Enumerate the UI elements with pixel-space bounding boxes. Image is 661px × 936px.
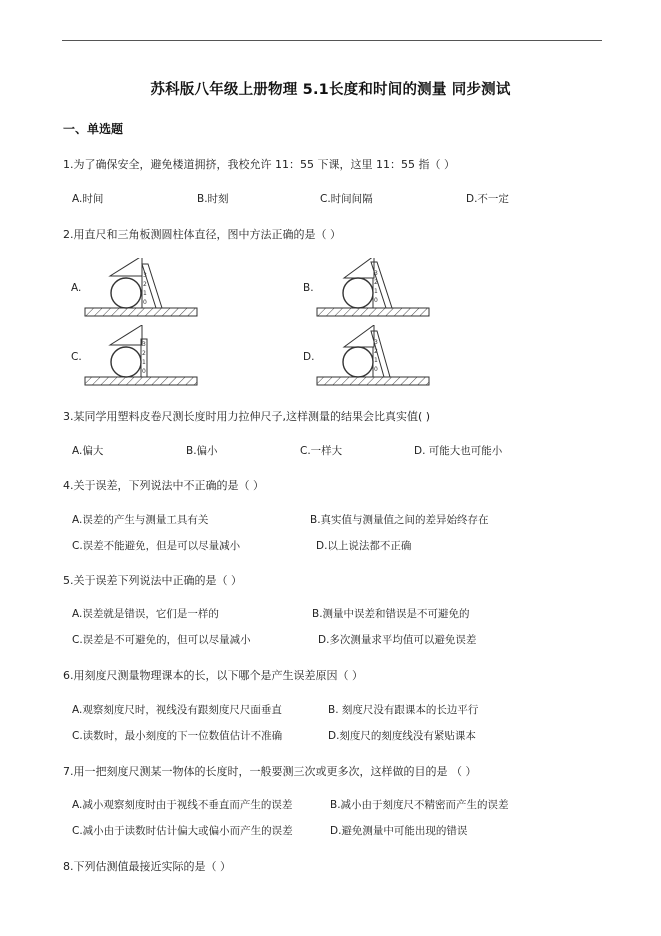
question-5-option-b[interactable]: B.测量中误差和错误是不可避免的 — [312, 608, 470, 620]
question-3-stem: 3.某同学用塑料皮卷尺测长度时用力拉伸尺子,这样测量的结果会比真实值( ) — [63, 410, 431, 423]
question-3-option-a[interactable]: A.偏大 — [72, 445, 104, 457]
question-3-option-c[interactable]: C.一样大 — [300, 445, 343, 457]
figure-d-diagram — [316, 325, 432, 391]
cylinder — [343, 278, 373, 308]
cylinder — [343, 347, 373, 377]
ruler-tick: 3 — [142, 341, 146, 348]
ruler-tick: 2 — [374, 279, 378, 286]
ruler-tick: 3 — [374, 270, 378, 277]
question-1-option-a[interactable]: A.时间 — [72, 193, 104, 205]
ruler-tick: 0 — [142, 368, 146, 375]
question-7-option-a[interactable]: A.减小观察刻度时由于视线不垂直而产生的误差 — [72, 799, 293, 811]
table-surface — [85, 377, 197, 385]
question-1-option-c[interactable]: C.时间间隔 — [320, 193, 373, 205]
question-7-stem: 7.用一把刻度尺测某一物体的长度时，一般要测三次或更多次，这样做的目的是 （ ） — [63, 765, 477, 778]
question-1-option-d[interactable]: D.不一定 — [466, 193, 509, 205]
question-6-stem: 6.用刻度尺测量物理课本的长，以下哪个是产生误差原因（ ） — [63, 669, 363, 682]
question-8-stem: 8.下列估测值最接近实际的是（ ） — [63, 860, 231, 873]
question-6-option-b[interactable]: B. 刻度尺没有跟课本的长边平行 — [328, 704, 479, 716]
ruler-tick: 2 — [142, 350, 146, 357]
triangle-board — [110, 325, 142, 345]
question-1-stem: 1.为了确保安全，避免楼道拥挤，我校允许 11：55 下课，这里 11：55 指（ ） — [63, 158, 455, 171]
section-heading: 一、单选题 — [63, 122, 124, 136]
page-title: 苏科版八年级上册物理 5.1长度和时间的测量 同步测试 — [150, 82, 511, 98]
question-5-option-a[interactable]: A.误差就是错误，它们是一样的 — [72, 608, 219, 620]
ruler-tick: 1 — [374, 357, 378, 364]
figure-d-label[interactable]: D. — [303, 351, 315, 363]
ruler-tick: 1 — [143, 290, 147, 297]
question-5-option-d[interactable]: D.多次测量求平均值可以避免误差 — [318, 634, 477, 646]
ruler-tick: 0 — [143, 299, 147, 306]
question-3-option-b[interactable]: B.偏小 — [186, 445, 218, 457]
cylinder — [111, 278, 141, 308]
question-5-stem: 5.关于误差下列说法中正确的是（ ） — [63, 574, 242, 587]
figure-a-label[interactable]: A. — [71, 282, 82, 294]
question-4-option-d[interactable]: D.以上说法都不正确 — [316, 540, 412, 552]
ruler-tick: 2 — [143, 281, 147, 288]
ruler-tick: 3 — [143, 272, 147, 279]
question-4-stem: 4.关于误差，下列说法中不正确的是（ ） — [63, 479, 264, 492]
header-rule — [62, 40, 602, 41]
question-1-option-b[interactable]: B.时刻 — [197, 193, 229, 205]
ruler-tick: 2 — [374, 348, 378, 355]
question-5-option-c[interactable]: C.误差是不可避免的，但可以尽量减小 — [72, 634, 251, 646]
table-surface — [85, 308, 197, 316]
figure-c-diagram — [84, 325, 200, 391]
question-4-option-c[interactable]: C.误差不能避免，但是可以尽量减小 — [72, 540, 241, 552]
triangle-board — [344, 325, 374, 347]
question-7-option-b[interactable]: B.减小由于刻度尺不精密而产生的误差 — [330, 799, 509, 811]
ruler-tick: 1 — [374, 288, 378, 295]
ruler-tick: 0 — [374, 297, 378, 304]
figure-a-diagram — [84, 258, 200, 324]
question-6-option-d[interactable]: D.刻度尺的刻度线没有紧贴课本 — [328, 730, 476, 742]
question-7-option-c[interactable]: C.减小由于读数时估计偏大或偏小而产生的误差 — [72, 825, 293, 837]
ruler-tick: 0 — [374, 366, 378, 373]
question-6-option-a[interactable]: A.观察刻度尺时，视线没有跟刻度尺尺面垂直 — [72, 704, 282, 716]
question-3-option-d[interactable]: D. 可能大也可能小 — [414, 445, 503, 457]
triangle-board — [110, 258, 142, 276]
question-2-stem: 2.用直尺和三角板测圆柱体直径，图中方法正确的是（ ） — [63, 228, 341, 241]
ruler-tick: 1 — [142, 359, 146, 366]
question-4-option-b[interactable]: B.真实值与测量值之间的差异始终存在 — [310, 514, 489, 526]
figure-b-diagram — [316, 258, 432, 324]
question-4-option-a[interactable]: A.误差的产生与测量工具有关 — [72, 514, 209, 526]
table-surface — [317, 377, 429, 385]
question-6-option-c[interactable]: C.读数时，最小刻度的下一位数值估计不准确 — [72, 730, 283, 742]
table-surface — [317, 308, 429, 316]
figure-b-label[interactable]: B. — [303, 282, 314, 294]
cylinder — [111, 347, 141, 377]
triangle-board — [344, 258, 374, 278]
figure-c-label[interactable]: C. — [71, 351, 82, 363]
ruler-tick: 3 — [374, 339, 378, 346]
question-7-option-d[interactable]: D.避免测量中可能出现的错误 — [330, 825, 468, 837]
